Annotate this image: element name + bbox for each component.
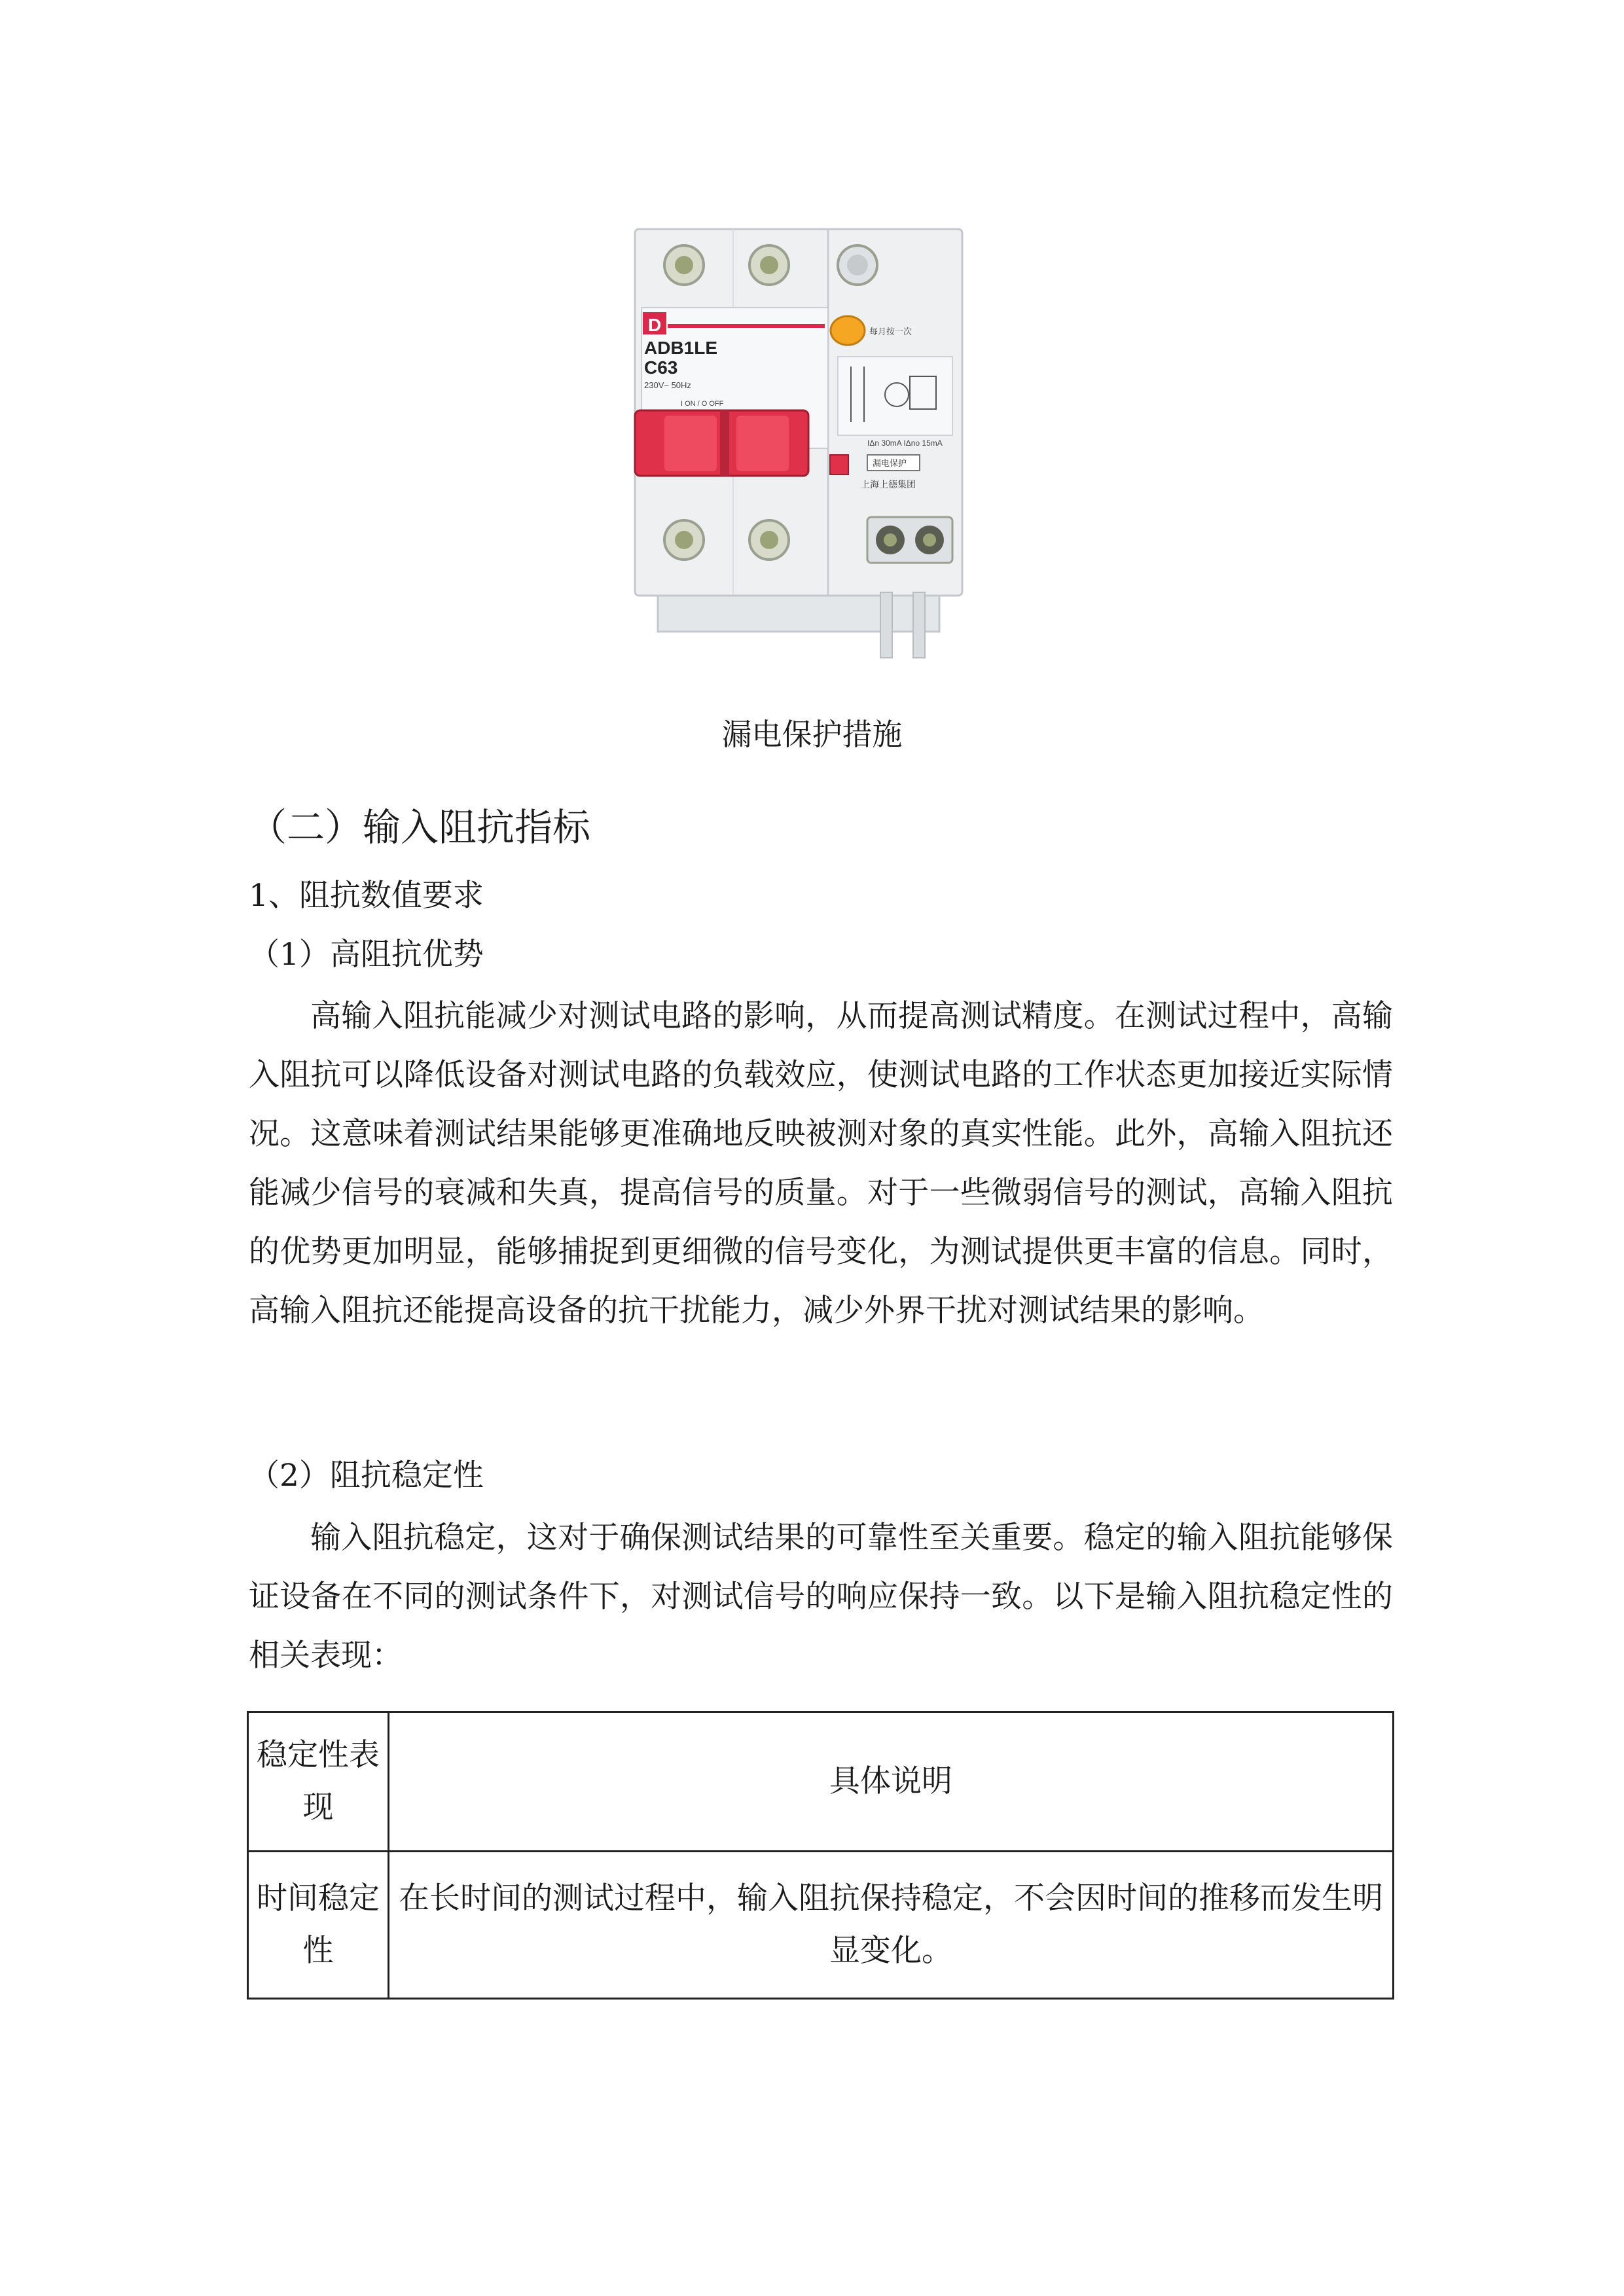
table-header-row bbox=[248, 1712, 1394, 1852]
bottom-terminal bbox=[749, 520, 789, 560]
circuit-breaker-image bbox=[622, 226, 990, 687]
item1-paragraph: 高输入阻抗能减少对测试电路的影响，从而提高测试精度。在测试过程中，高输入阻抗可以降低设备对测试电路的负载效应，使测试电路的工作状态更加接近实际情况。这意味着测试结果能够更准确地反映被测对象的真实性能。此外，高输入阻抗还能减少信号的衰减和失真，提高信号的质量。对于一些微弱信号的测试，高输入阻抗的优势更加明显，能够捕捉到更细微的信号变化，为测试提供更丰富的信息。同时，高输入阻抗还能提高设备的抗干扰能力，减少外界干扰对测试结果的影响。 bbox=[249, 998, 1393, 1329]
item1-heading: （1）高阻抗优势 bbox=[249, 937, 484, 973]
top-terminal bbox=[664, 245, 704, 285]
bottom-terminal bbox=[915, 526, 944, 554]
stability-table bbox=[247, 1711, 1394, 2000]
device-model: ADB1LE bbox=[644, 338, 718, 358]
reset-button bbox=[830, 455, 848, 475]
bottom-terminal bbox=[664, 520, 704, 560]
table-row bbox=[248, 1852, 1394, 1999]
bottom-terminal bbox=[876, 526, 905, 554]
subsection-heading: 1、阻抗数值要求 bbox=[249, 878, 484, 914]
device-rating: C63 bbox=[644, 357, 678, 378]
test-label: 每月按一次 bbox=[869, 327, 912, 336]
top-terminal bbox=[749, 245, 789, 285]
top-terminal bbox=[838, 245, 877, 285]
item2-paragraph: 输入阻抗稳定，这对于确保测试结果的可靠性至关重要。稳定的输入阻抗能够保证设备在不同的测试条件下，对测试信号的响应保持一致。以下是输入阻抗稳定性的相关表现： bbox=[249, 1520, 1393, 1674]
table-header-cell: 稳定性表现 bbox=[248, 1712, 389, 1852]
on-off-marking: I ON / O OFF bbox=[681, 400, 724, 408]
test-button bbox=[831, 316, 865, 345]
table-header-cell: 具体说明 bbox=[389, 1712, 1394, 1852]
maker-label: 上海上德集团 bbox=[861, 479, 916, 490]
section-heading: （二）输入阻抗指标 bbox=[249, 805, 591, 850]
residual-rating: IΔn 30mA IΔno 15mA bbox=[867, 439, 943, 448]
table-cell: 时间稳定性 bbox=[248, 1852, 389, 1999]
leak-label: 漏电保护 bbox=[873, 458, 907, 468]
svg-text:D: D bbox=[648, 315, 662, 335]
item2-heading: （2）阻抗稳定性 bbox=[249, 1458, 484, 1494]
figure-caption: 漏电保护措施 bbox=[721, 717, 903, 752]
table-cell: 在长时间的测试过程中，输入阻抗保持稳定，不会因时间的推移而发生明显变化。 bbox=[389, 1852, 1394, 1999]
device-spec: 230V~ 50Hz bbox=[644, 380, 691, 390]
